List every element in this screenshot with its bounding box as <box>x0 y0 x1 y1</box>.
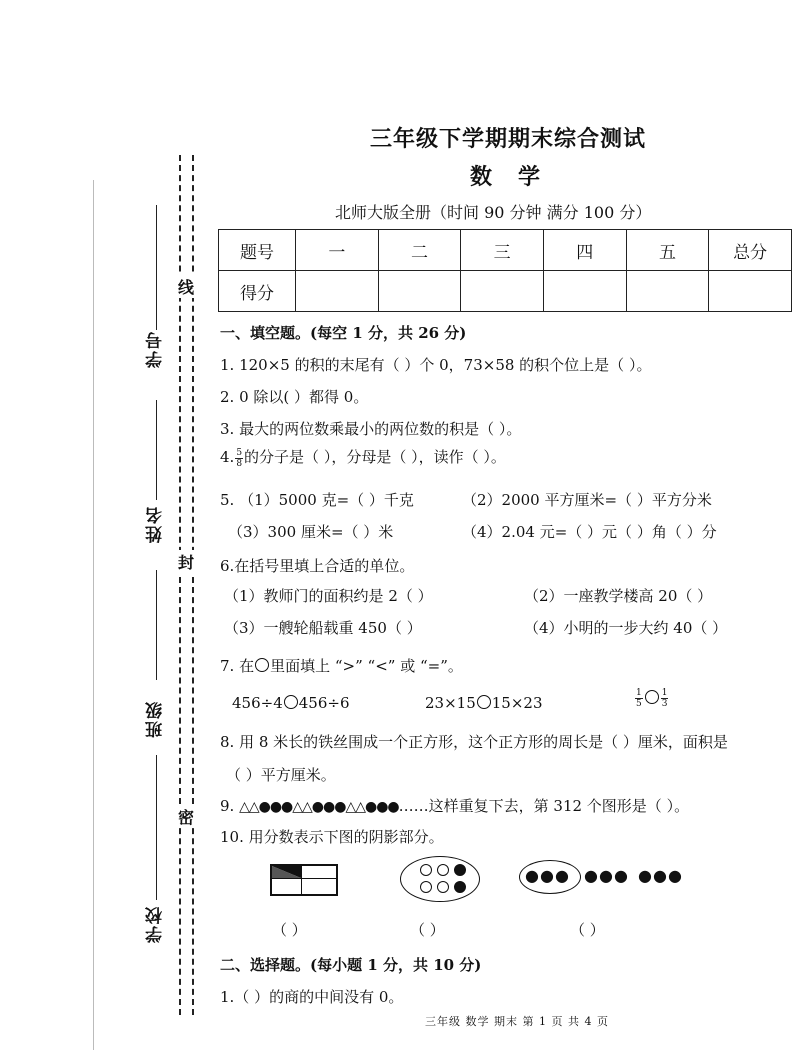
question-9-text: ……这样重复下去，第 312 个图形是（ ）。 <box>398 797 690 815</box>
apple-icon: ● <box>555 866 569 885</box>
score-table <box>218 229 792 312</box>
question-7-prefix: 7. 在 <box>220 657 255 675</box>
score-table-cell: 三 <box>461 230 544 271</box>
section-1-heading: 一、填空题。(每空 1 分，共 26 分) <box>220 324 467 342</box>
question-1: 1. 120×5 的积的末尾有（ ）个 0，73×58 的积个位上是（ ）。 <box>220 356 652 374</box>
apple-icon: ● <box>584 866 598 885</box>
exam-subtitle: 北师大版全册（时间 90 分钟 满分 100 分） <box>335 203 652 222</box>
score-input-cell[interactable] <box>296 271 379 312</box>
score-table-cell: 一 <box>296 230 379 271</box>
question-6-part-2: （2）一座教学楼高 20（ ） <box>524 587 713 605</box>
question-9-number: 9. <box>220 797 235 815</box>
score-input-cell[interactable] <box>709 271 792 312</box>
compare-circle-icon[interactable] <box>477 695 491 709</box>
name-label: 姓名 <box>146 505 166 543</box>
apple-icon: ● <box>653 866 667 885</box>
compare-item-3 <box>634 688 669 709</box>
page-footer: 三年级 数学 期末 第 1 页 共 4 页 <box>425 1015 609 1028</box>
score-table-cell: 五 <box>626 230 709 271</box>
question-6-part-1: （1）教师门的面积约是 2（ ） <box>224 587 433 605</box>
apple-icon: ● <box>638 866 652 885</box>
question-5-part-2: （2）2000 平方厘米=（ ）平方分米 <box>462 491 712 509</box>
fraction-numerator: 5 <box>236 447 243 458</box>
question-5-part-4: （4）2.04 元=（ ）元（ ）角（ ）分 <box>462 523 717 541</box>
question-6-part-3: （3）一艘轮船载重 450（ ） <box>224 619 422 637</box>
score-input-cell[interactable] <box>378 271 461 312</box>
name-underline <box>156 400 157 500</box>
seal-char-line: 线 <box>178 275 194 298</box>
fraction-one-fifth <box>635 688 643 709</box>
apple-icon: ● <box>668 866 682 885</box>
question-7-text: 里面填上 “>” “<” 或 “=”。 <box>270 657 463 675</box>
section-2-heading: 二、选择题。(每小题 1 分，共 10 分) <box>220 956 482 974</box>
score-table-score-row <box>219 271 792 312</box>
answer-blank-2[interactable]: （ ） <box>410 921 445 939</box>
seal-char-dense: 密 <box>178 805 194 828</box>
score-input-cell[interactable] <box>626 271 709 312</box>
apple-icon: ● <box>614 866 628 885</box>
answer-blank-1[interactable]: （ ） <box>272 921 307 939</box>
compare-left: 23×15 <box>425 694 476 712</box>
question-10: 10. 用分数表示下图的阴影部分。 <box>220 828 444 846</box>
fraction-numerator: 1 <box>661 688 668 698</box>
question-4 <box>220 446 506 469</box>
shape-pattern: △△●●●△△●●●△△●●● <box>239 799 399 815</box>
question-2: 2. 0 除以( ）都得 0。 <box>220 388 369 406</box>
score-table-cell: 四 <box>543 230 626 271</box>
score-table-cell: 二 <box>378 230 461 271</box>
compare-item-1 <box>232 694 350 712</box>
question-9 <box>220 795 689 816</box>
question-3: 3. 最大的两位数乘最小的两位数的积是（ ）。 <box>220 420 522 438</box>
question-8-line-2: （ ）平方厘米。 <box>226 766 336 784</box>
question-5-part-3: （3）300 厘米=（ ）米 <box>228 523 394 541</box>
student-id-underline <box>156 205 157 330</box>
answer-blank-3[interactable]: （ ） <box>570 921 605 939</box>
question-6-part-4: （4）小明的一步大约 40（ ） <box>524 619 728 637</box>
margin-edge-line <box>93 180 94 1050</box>
question-7 <box>220 655 463 676</box>
fraction-five-eighths <box>235 448 243 469</box>
filled-circle-icon <box>454 864 466 876</box>
score-input-cell[interactable] <box>543 271 626 312</box>
score-table-cell: 得分 <box>219 271 296 312</box>
school-underline <box>156 755 157 900</box>
apple-icon: ● <box>525 866 539 885</box>
school-label: 学校 <box>146 905 166 943</box>
compare-right: 456÷6 <box>298 694 350 712</box>
empty-circle-icon <box>420 864 432 876</box>
empty-circle-icon <box>420 881 432 893</box>
compare-circle-icon[interactable] <box>284 695 298 709</box>
question-5-part-1: 5. （1）5000 克=（ ）千克 <box>220 491 414 509</box>
divider-line <box>272 878 336 879</box>
fraction-denominator: 5 <box>636 699 642 709</box>
class-label: 班级 <box>146 700 166 738</box>
question-6: 6.在括号里填上合适的单位。 <box>220 557 415 575</box>
apple-icon: ● <box>599 866 613 885</box>
question-4-text: 的分子是（ ），分母是（ ），读作（ ）。 <box>244 448 506 466</box>
shaded-rectangle-figure <box>270 864 338 896</box>
compare-left: 456÷4 <box>232 694 283 712</box>
empty-circle-icon <box>437 864 449 876</box>
fraction-denominator: 8 <box>236 458 243 469</box>
subject-title: 数学 <box>470 164 567 190</box>
exam-title: 三年级下学期期末综合测试 <box>370 126 647 152</box>
score-table-cell: 题号 <box>219 230 296 271</box>
compare-circle-icon <box>255 658 269 672</box>
compare-right: 15×23 <box>491 694 543 712</box>
empty-circle-icon <box>437 881 449 893</box>
fraction-denominator: 3 <box>661 699 668 709</box>
fraction-numerator: 1 <box>636 688 642 698</box>
fraction-one-third <box>661 688 669 709</box>
score-table-cell: 总分 <box>709 230 792 271</box>
score-table-header-row <box>219 230 792 271</box>
score-input-cell[interactable] <box>461 271 544 312</box>
question-4-number: 4. <box>220 448 235 466</box>
compare-circle-icon[interactable] <box>645 690 659 704</box>
compare-item-2 <box>425 694 543 712</box>
student-id-label: 学号 <box>146 330 166 368</box>
section-2-question-1: 1.（ ）的商的中间没有 0。 <box>220 988 404 1006</box>
class-underline <box>156 570 157 680</box>
seal-char-seal: 封 <box>178 550 194 573</box>
question-8-line-1: 8. 用 8 米长的铁丝围成一个正方形，这个正方形的周长是（ ）厘米，面积是 <box>220 733 728 751</box>
apple-icon: ● <box>540 866 554 885</box>
circles-oval-figure <box>400 856 480 902</box>
filled-circle-icon <box>454 881 466 893</box>
divider-line <box>301 866 302 894</box>
